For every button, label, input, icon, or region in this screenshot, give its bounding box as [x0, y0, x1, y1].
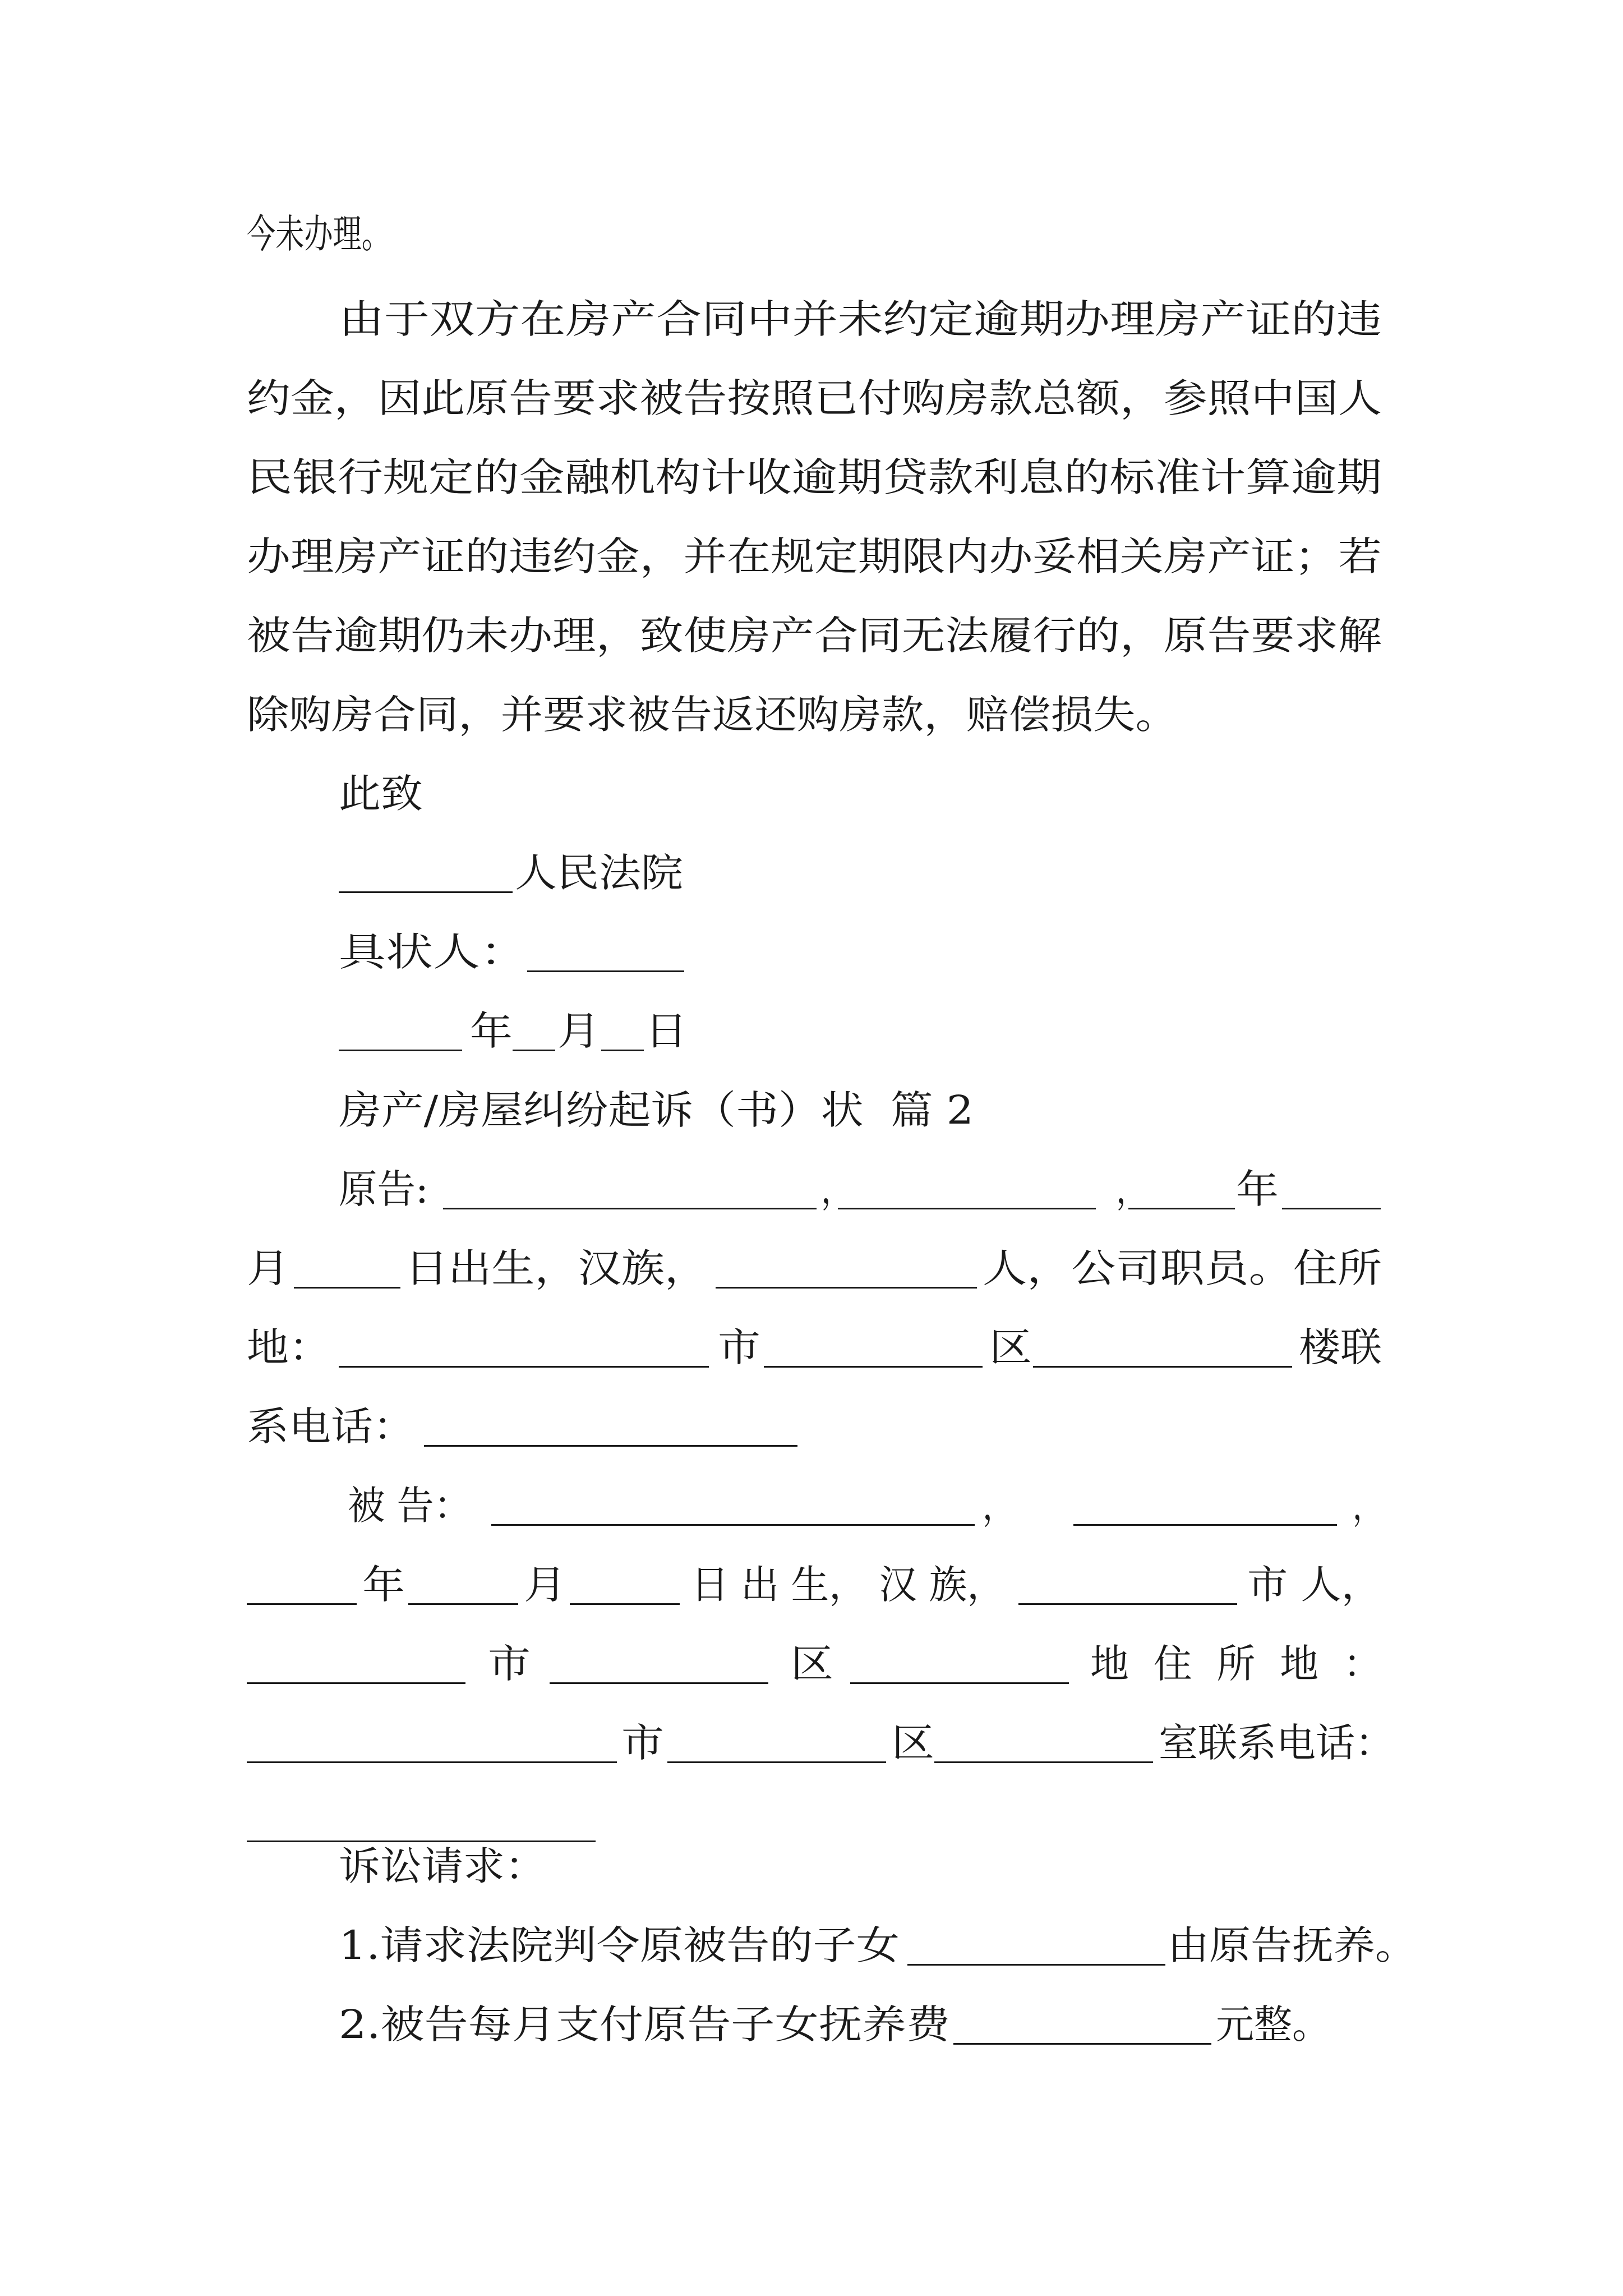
- text-l17-comma1: ，: [983, 1483, 1014, 1529]
- blank-underline: [527, 970, 684, 972]
- text-l16: 系电话：: [247, 1404, 415, 1450]
- text-l18-year: 年: [362, 1562, 405, 1608]
- text-l19-city: 市: [488, 1641, 531, 1687]
- defendant-line: [0, 1718, 1623, 1768]
- text-l17-comma2: ，: [1353, 1483, 1382, 1529]
- text-l05: 办理房产证的违约金，并在规定期限内办妥相关房产证；若: [247, 533, 1382, 579]
- blank-underline: [247, 1682, 465, 1684]
- blank-underline: [1073, 1524, 1337, 1526]
- text-l11-day: 日: [645, 1008, 688, 1054]
- text-l14-rest: 人，公司职员。住所: [983, 1245, 1382, 1291]
- text-l08: 此致: [339, 771, 423, 817]
- text-l13-comma2: ，: [1116, 1166, 1147, 1212]
- text-l18-month: 月: [524, 1562, 566, 1608]
- text-l13-comma1: ，: [821, 1166, 852, 1212]
- blank-underline: [667, 1761, 886, 1763]
- blank-underline: [491, 1524, 975, 1526]
- blank-underline: [247, 1603, 357, 1605]
- date-line: [0, 1006, 1623, 1056]
- blank-underline: [934, 1761, 1153, 1763]
- blank-underline: [408, 1603, 518, 1605]
- claim-item: [0, 1999, 1623, 2050]
- blank-underline: [764, 1366, 983, 1368]
- signature-line: [0, 927, 1623, 977]
- section-heading: [0, 1085, 1623, 1135]
- text-l13-label: 原告:: [339, 1166, 428, 1212]
- text-l12: 房产/房屋纠纷起诉（书）状 篇 2: [339, 1087, 974, 1133]
- text-l24-a: 2.被告每月支付原告子女抚养费: [339, 2001, 950, 2047]
- text-l15-rest: 楼联: [1299, 1324, 1382, 1370]
- text-l06: 被告逾期仍未办理，致使房产合同无法履行的，原告要求解: [247, 613, 1382, 659]
- blank-underline: [953, 2043, 1211, 2045]
- text-l13-year: 年: [1236, 1166, 1279, 1212]
- blank-underline: [443, 1208, 817, 1209]
- text-l07: 除购房合同，并要求被告返还购房款，赔偿损失。: [247, 692, 1178, 738]
- claims-heading: [0, 1841, 1623, 1892]
- text-l24-b: 元整。: [1216, 2001, 1330, 2047]
- plaintiff-line: [0, 1164, 1623, 1214]
- text-l22: 诉讼请求：: [339, 1843, 546, 1889]
- defendant-line: [0, 1639, 1623, 1689]
- text-l23-a: 1.请求法院判令原被告的子女: [339, 1922, 900, 1968]
- blank-underline: [570, 1603, 680, 1605]
- text-l19-district: 区: [791, 1641, 833, 1687]
- text-l17-label: 被 告：: [348, 1483, 471, 1529]
- blank-underline: [1033, 1366, 1292, 1368]
- text-l04: 民银行规定的金融机构计收逾期贷款利息的标准计算逾期: [247, 454, 1382, 500]
- blank-underline: [716, 1287, 977, 1289]
- paragraph-line: [0, 610, 1623, 661]
- text-l03: 约金，因此原告要求被告按照已付购房款总额，参照中国人: [247, 375, 1382, 421]
- defendant-line: [0, 1797, 1623, 1847]
- text-l15-city: 市: [718, 1324, 760, 1370]
- blank-underline: [1282, 1208, 1381, 1209]
- salutation-line: [0, 769, 1623, 819]
- blank-underline: [424, 1445, 797, 1447]
- blank-underline: [850, 1682, 1069, 1684]
- defendant-line: [0, 1480, 1623, 1531]
- text-l09: 人民法院: [515, 850, 683, 896]
- text-line: [0, 209, 1623, 259]
- text-l14-month: 月: [247, 1245, 289, 1291]
- paragraph-line: [0, 689, 1623, 740]
- blank-underline: [550, 1682, 768, 1684]
- text-l02: 由于双方在房产合同中并未约定逾期办理房产证的违: [339, 296, 1382, 342]
- text-l11-year: 年: [470, 1008, 513, 1054]
- plaintiff-line: [0, 1401, 1623, 1452]
- paragraph-line: [0, 373, 1623, 424]
- text-l20-district: 区: [892, 1720, 934, 1766]
- text-l19-rest: 地 住 所 地 ：: [1090, 1641, 1382, 1687]
- text-l20-city: 市: [621, 1720, 664, 1766]
- court-line: [0, 848, 1623, 898]
- text-l01: 今未办理。: [247, 211, 390, 257]
- blank-underline: [339, 1366, 709, 1368]
- text-l18-rest: 市 人，: [1247, 1562, 1382, 1608]
- text-l20-rest: 室联系电话：: [1159, 1720, 1394, 1766]
- text-l15-district: 区: [989, 1324, 1032, 1370]
- blank-underline: [294, 1287, 400, 1289]
- text-l15-label: 地：: [247, 1324, 331, 1370]
- blank-underline: [601, 1050, 644, 1051]
- text-l14-born: 日出生，汉族，: [405, 1245, 708, 1291]
- defendant-line: [0, 1559, 1623, 1610]
- claim-item: [0, 1920, 1623, 1971]
- paragraph-line: [0, 531, 1623, 582]
- blank-underline: [1018, 1603, 1237, 1605]
- text-l10: 具状人：: [339, 929, 527, 975]
- blank-underline: [247, 1761, 617, 1763]
- paragraph-line: [0, 452, 1623, 503]
- blank-underline: [838, 1208, 1096, 1209]
- text-l23-b: 由原告抚养。: [1168, 1922, 1417, 1968]
- text-l11-month: 月: [557, 1008, 600, 1054]
- blank-underline: [339, 1050, 462, 1051]
- blank-underline: [513, 1050, 555, 1051]
- text-l18-born: 日 出 生， 汉 族，: [691, 1562, 1005, 1608]
- plaintiff-line: [0, 1322, 1623, 1373]
- blank-underline: [907, 1964, 1165, 1966]
- blank-underline: [339, 891, 513, 893]
- plaintiff-line: [0, 1243, 1623, 1294]
- blank-underline: [1128, 1208, 1235, 1209]
- paragraph-line: [0, 294, 1623, 344]
